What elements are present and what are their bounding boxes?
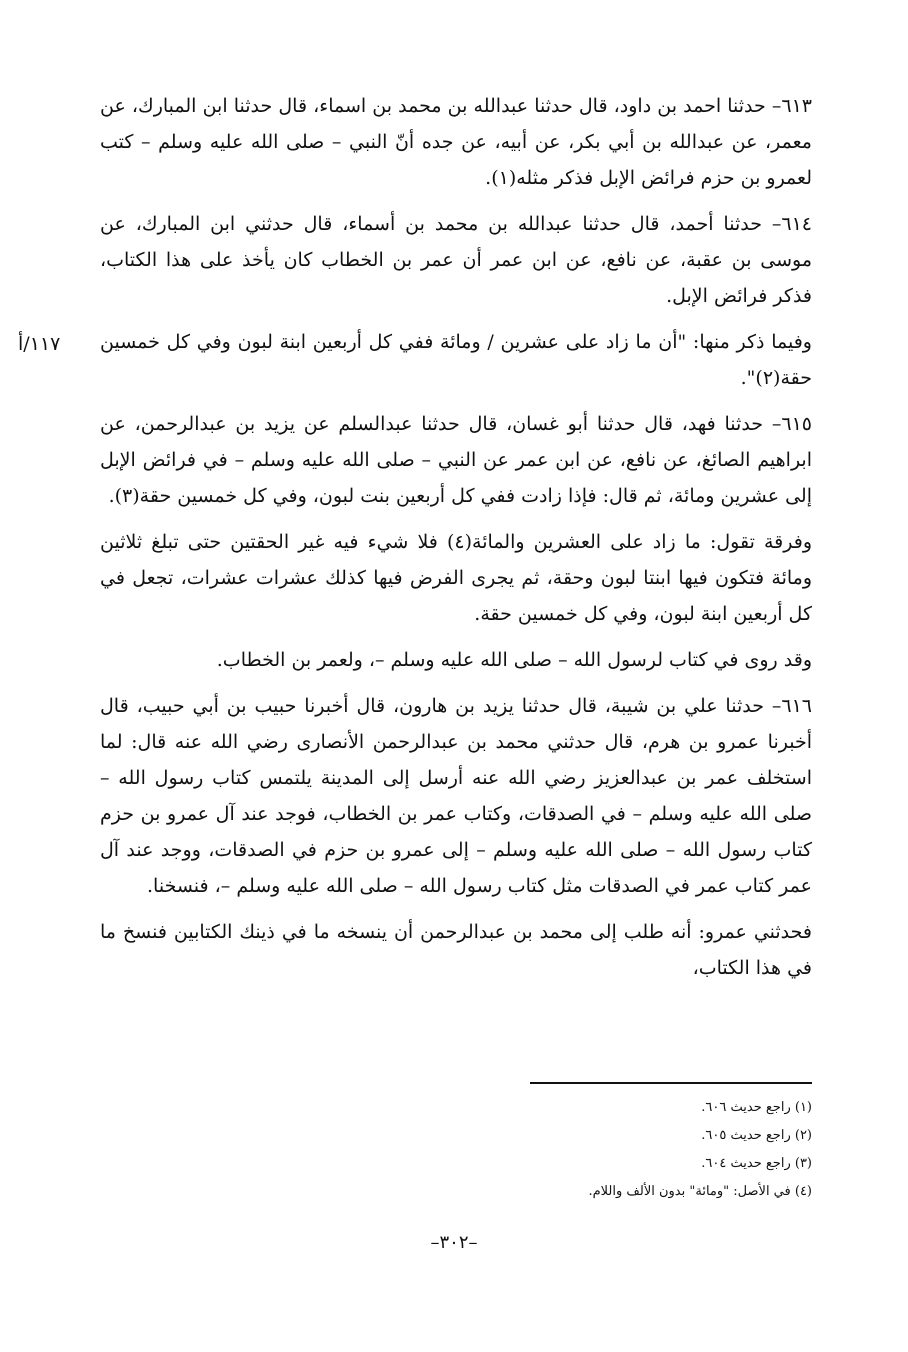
- closing-paragraph: فحدثني عمرو: أنه طلب إلى محمد بن عبدالرحمن أن ينسخه ما في ذينك الكتابين فنسخ ما في هذا الكتاب،: [100, 921, 812, 979]
- footnote-4: (٤) في الأصل: "ومائة" بدون الألف واللام.: [588, 1184, 812, 1199]
- footnote-divider: [530, 1082, 812, 1084]
- margin-folio-note: ١١٧/أ: [18, 333, 61, 355]
- footnote-2: (٢) راجع حديث ٦٠٥.: [701, 1128, 812, 1143]
- quote-paragraph: وفيما ذكر منها: "أن ما زاد على عشرين / ومائة ففي كل أربعين ابنة لبون وفي كل خمسين حقة(٢)".: [100, 331, 812, 389]
- footnotes: [312, 1094, 812, 1206]
- hadith-615-paragraph: ٦١٥– حدثنا فهد، قال حدثنا أبو غسان، قال حدثنا عبدالسلم عن يزيد بن عبدالرحمن، عن ابراهيم الصائغ، عن نافع، عن ابن عمر عن النبي – صلى الله عليه وسلم – في فرائض الإبل إلى عشرين ومائة، ثم قال: فإذا زادت ففي كل أربعين بنت لبون، وفي كل خمسين حقة(٣).: [100, 413, 812, 507]
- narration-note-paragraph: وقد روى في كتاب لرسول الله – صلى الله عليه وسلم –، ولعمر بن الخطاب.: [216, 649, 812, 671]
- hadith-614-paragraph: ٦١٤– حدثنا أحمد، قال حدثنا عبدالله بن محمد بن أسماء، قال حدثني ابن المبارك، عن موسى بن عقبة، عن نافع، عن ابن عمر أن عمر بن الخطاب كان يأخذ على هذا الكتاب، فذكر فرائض الإبل.: [100, 213, 812, 307]
- footnote-3: (٣) راجع حديث ٦٠٤.: [701, 1156, 812, 1171]
- footnote-1: (١) راجع حديث ٦٠٦.: [701, 1100, 812, 1115]
- hadith-616-paragraph: ٦١٦– حدثنا علي بن شيبة، قال حدثنا يزيد بن هارون، قال أخبرنا حبيب بن أبي حبيب، قال أخبرنا عمرو بن هرم، قال حدثني محمد بن عبدالرحمن الأنصارى رضي الله عنه قال: لما استخلف عمر بن عبدالعزيز رضي الله عنه أرسل إلى المدينة يلتمس كتاب رسول الله – صلى الله عليه وسلم – في الصدقات، وكتاب عمر بن الخطاب، فوجد عند آل عمرو بن حزم كتاب رسول الله – صلى الله عليه وسلم – إلى عمرو بن حزم في الصدقات، ووجد عند آل عمر كتاب عمر في الصدقات مثل كتاب رسول الله – صلى الله عليه وسلم –، فنسخنا.: [100, 695, 812, 897]
- main-text: [100, 88, 812, 996]
- hadith-613-paragraph: ٦١٣– حدثنا احمد بن داود، قال حدثنا عبدالله بن محمد بن اسماء، قال حدثنا ابن المبارك، عن معمر، عن عبدالله بن أبي بكر، عن أبيه، عن جده أنّ النبي – صلى الله عليه وسلم – كتب لعمرو بن حزم فرائض الإبل فذكر مثله(١).: [100, 95, 812, 189]
- page-number: –٣٠٢–: [430, 1232, 478, 1253]
- opinion-paragraph: وفرقة تقول: ما زاد على العشرين والمائة(٤) فلا شيء فيه غير الحقتين حتى تبلغ ثلاثين ومائة فتكون فيها ابنتا لبون وحقة، ثم يجرى الفرض فيها كذلك عشرات عشرات، تجعل في كل أربعين ابنة لبون، وفي كل خمسين حقة.: [100, 531, 812, 625]
